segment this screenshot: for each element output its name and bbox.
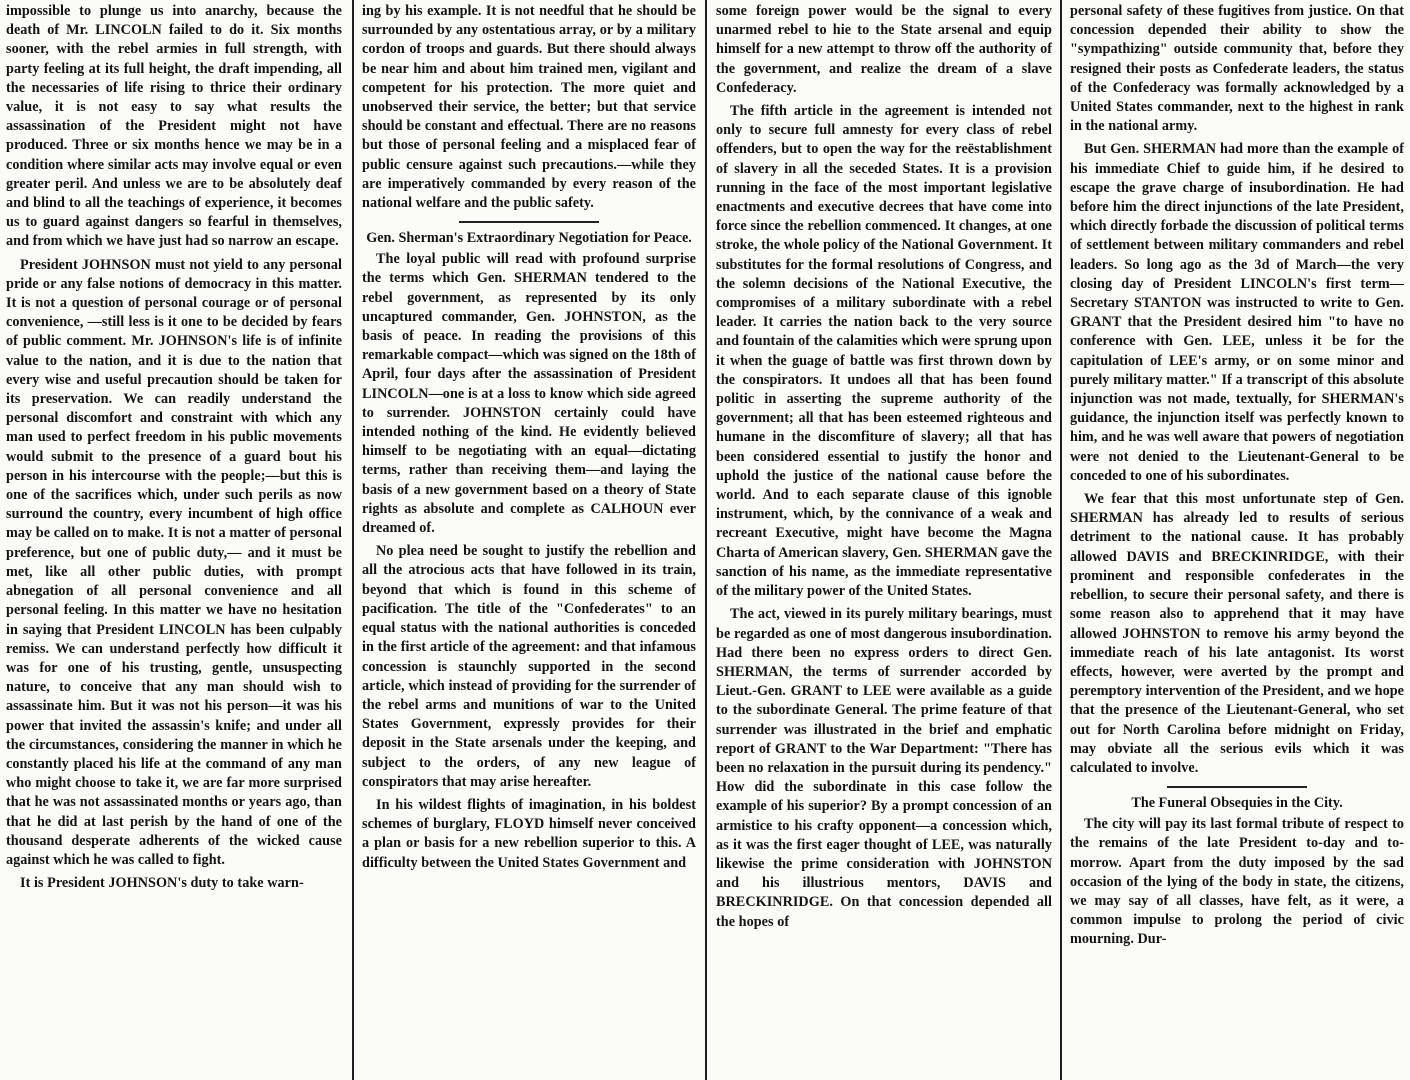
article-paragraph: But Gen. SHERMAN had more than the example of his immediate Chief to guide him, if he desired to escape the grave charge of insubordination. He had before him the direct injunctions of the late President, which directly forbade the discussion of political terms of settlement between military commanders and rebel leaders. So long ago as the 3d of March—the very closing day of President LINCOLN's first term—Secretary STANTON was instructed to write to Gen. GRANT that the President desired him "to have no conference with Gen. LEE, unless it be for the capitulation of LEE's army, or on some minor and purely military matter." If a transcript of this absolute injunction was not made, textually, for SHERMAN's guidance, the injunction itself was perfectly known to him, and he was well aware that powers of negotiation were not denied to the Lieutenant-General to be conceded to one of his subordinates. (1070, 141, 1404, 484)
article-paragraph: President JOHNSON must not yield to any personal pride or any false notions of democracy in this matter. It is not a question of personal courage or of personal convenience, —still less is it one to be decided by fears of public comment. Mr. JOHNSON's life is of infinite value to the nation, and it is due to the nation that every wise and useful precaution should be taken for its preservation. We can readily understand the personal discomfort and constraint with which any man used to perfect freedom in his public movements would submit to the presence of a guard bout his person in his intercourse with the people;—but this is one of the sacrifices which, under such perils as now surround the country, every incumbent of high office may be called on to make. It is not a matter of personal preference, but one of public duty,— and it must be met, like all other public duties, with prompt abnegation of all personal convenience and all personal feeling. In this matter we have no hesitation in saying that President LINCOLN has been culpably remiss. We can understand perfectly how difficult it was for one of his trusting, gentle, unsuspecting nature, to conceive that any man should wish to assassinate him. But it was not his person—it was his power that invited the assassin's knife; and under all the circumstances, considering the manner in which he constantly placed his life at the command of any man who might choose to take it, we are far more surprised that he was not assassinated months or years ago, than that he did at last perish by the hand of one of the thousand desperate adherents of the wicked cause against which he was called to fight. (6, 256, 342, 868)
column-2 (356, 0, 702, 1080)
column-3 (710, 0, 1058, 1080)
column-rule (352, 0, 354, 1080)
article-paragraph: impossible to plunge us into anarchy, because the death of Mr. LINCOLN failed to do it. Six months sooner, with the rebel armies in full strength, with party feeling at its full height, the draft impending, all the necessaries of life rising to thrice their ordinary value, it is not easy to say what results the assassination of the President might not have produced. Three or six months hence we may be in a condition where similar acts may involve equal or even greater peril. And unless we are to be absolutely deaf and blind to all the teachings of experience, it becomes us to guard against dangers so fearful in themselves, and from which we have just had so narrow an escape. (6, 3, 342, 250)
article-paragraph: The loyal public will read with profound surprise the terms which Gen. SHERMAN tendered to the rebel government, as represented by its only uncaptured commander, Gen. JOHNSTON, as the basis of peace. In reading the provisions of this remarkable compact—which was signed on the 18th of April, four days after the assassination of President LINCOLN—one is at a loss to know which side agreed to surrender. JOHNSTON certainly could have intended nothing of the kind. He evidently believed himself to be negotiating with an equal—dictating terms, rather than receiving them—and laying the basis of a new government based on a theory of State rights as absolute and complete as CALHOUN ever dreamed of. (362, 251, 696, 537)
article-paragraph: personal safety of these fugitives from justice. On that concession depended their ability to show the "sympathizing" outside community that, before they resigned their posts as Confederate leaders, the status of the Confederacy was formally acknowledged by a United States commander, next to the highest in rank in the national army. (1070, 3, 1404, 135)
article-paragraph: It is President JOHNSON's duty to take warn- (20, 875, 304, 892)
article-paragraph: In his wildest flights of imagination, in his boldest schemes of burglary, FLOYD himself never conceived a plan or basis for a new rebellion superior to this. A difficulty between the United States Government and (362, 796, 696, 871)
article-paragraph: The act, viewed in its purely military bearings, must be regarded as one of most dangerous insubordination. Had there been no express orders to direct Gen. SHERMAN, the terms of surrender accorded by Lieut.-Gen. GRANT to LEE were available as a guide to the subordinate General. The prime feature of that surrender was illustrated in the brief and emphatic report of GRANT to the War Department: "There has been no relaxation in the pursuit during its pendency." How did the subordinate in this case follow the example of his superior? By a prompt concession of an armistice to his crafty opponent—a concession which, as it was the first eager thought of LEE, was naturally likewise the prime consideration with JOHNSTON and his illustrious mentors, DAVIS and BRECKINRIDGE. On that concession depended all the hopes of (716, 606, 1052, 930)
section-divider (1167, 786, 1307, 788)
column-1 (0, 0, 348, 1080)
column-rule (705, 0, 707, 1080)
column-4 (1064, 0, 1410, 1080)
article-paragraph: ing by his example. It is not needful that he should be surrounded by any ostentatious array, or by a military cordon of troops and guards. But there should always be near him and about him trained men, vigilant and competent for his protection. The more quiet and unobserved their service, the better; but that service should be constant and effectual. There are no reasons but those of personal feeling and a misplaced fear of public censure against such precautions.—while they are imperatively commanded by every reason of the national welfare and the public safety. (362, 3, 696, 212)
article-paragraph: We fear that this most unfortunate step of Gen. SHERMAN has already led to results of serious detriment to the national cause. It has probably allowed DAVIS and BRECKINRIDGE, with their prominent and responsible confederates in the rebellion, to secure their personal safety, and there is some reason also to apprehend that it may have allowed JOHNSTON to remove his army beyond the immediate reach of his late antagonist. Its worst effects, however, were averted by the prompt and peremptory intervention of the President, and we hope that the presence of the Lieutenant-General, who set out for North Carolina before midnight on Friday, may obviate all the serious evils which it was calculated to involve. (1070, 491, 1404, 776)
article-paragraph: The fifth article in the agreement is intended not only to secure full amnesty for every class of rebel offenders, but to open the way for the reëstablishment of slavery in all the seceded States. It is a provision running in the face of the most important legislative enactments and executive decrees that have come into force since the rebellion commenced. It changes, at one stroke, the whole policy of the National Government. It substitutes for the formal resolutions of Congress, and the solemn decisions of the National Executive, the compromises of a military subordinate with a rebel leader. It carries the nation back to the very source and fountain of the calamities which were sprung upon it when the guage of battle was first thrown down by the conspirators. It undoes all that has been found politic in asserting the supreme authority of the government; all that has been esteemed righteous and humane in the discomfiture of slavery; all that has been considered essential to justify the honor and uphold the justice of the national cause before the world. And to each separate clause of this ignoble instrument, which, by the connivance of a weak and recreant Executive, might have become the Magna Charta of American slavery, Gen. SHERMAN gave the sanction of his name, as the immediate representative of the military power of the United States. (716, 103, 1052, 600)
article-paragraph: The city will pay its last formal tribute of respect to the remains of the late President to-day and to-morrow. Apart from the duty imposed by the sad occasion of the lying of the body in state, the citizens, we may say of all classes, have felt, as it were, a common impulse to prolong the period of civic mourning. Dur- (1070, 816, 1404, 948)
column-rule (1060, 0, 1062, 1080)
section-divider (459, 221, 599, 223)
article-paragraph: No plea need be sought to justify the rebellion and all the atrocious acts that have followed in its train, beyond that which is found in this scheme of pacification. The title of the "Confederates" to an equal status with the national authorities is conceded in the first article of the agreement: and that infamous concession is staunchly supported in the second article, which instead of providing for the surrender of the rebel arms and munitions of war to the United States Government, expressly provides for their deposit in the State arsenals under the keeping, and subject to the orders, of any new league of conspirators that may arise hereafter. (362, 543, 696, 790)
article-paragraph: some foreign power would be the signal to every unarmed rebel to hie to the State arsenal and equip himself for a new attempt to throw off the authority of the government, and realize the dream of a slave Confederacy. (716, 3, 1052, 96)
article-headline: Gen. Sherman's Extraordinary Negotiation for Peace. (366, 230, 692, 247)
article-headline: The Funeral Obsequies in the City. (1131, 795, 1343, 812)
